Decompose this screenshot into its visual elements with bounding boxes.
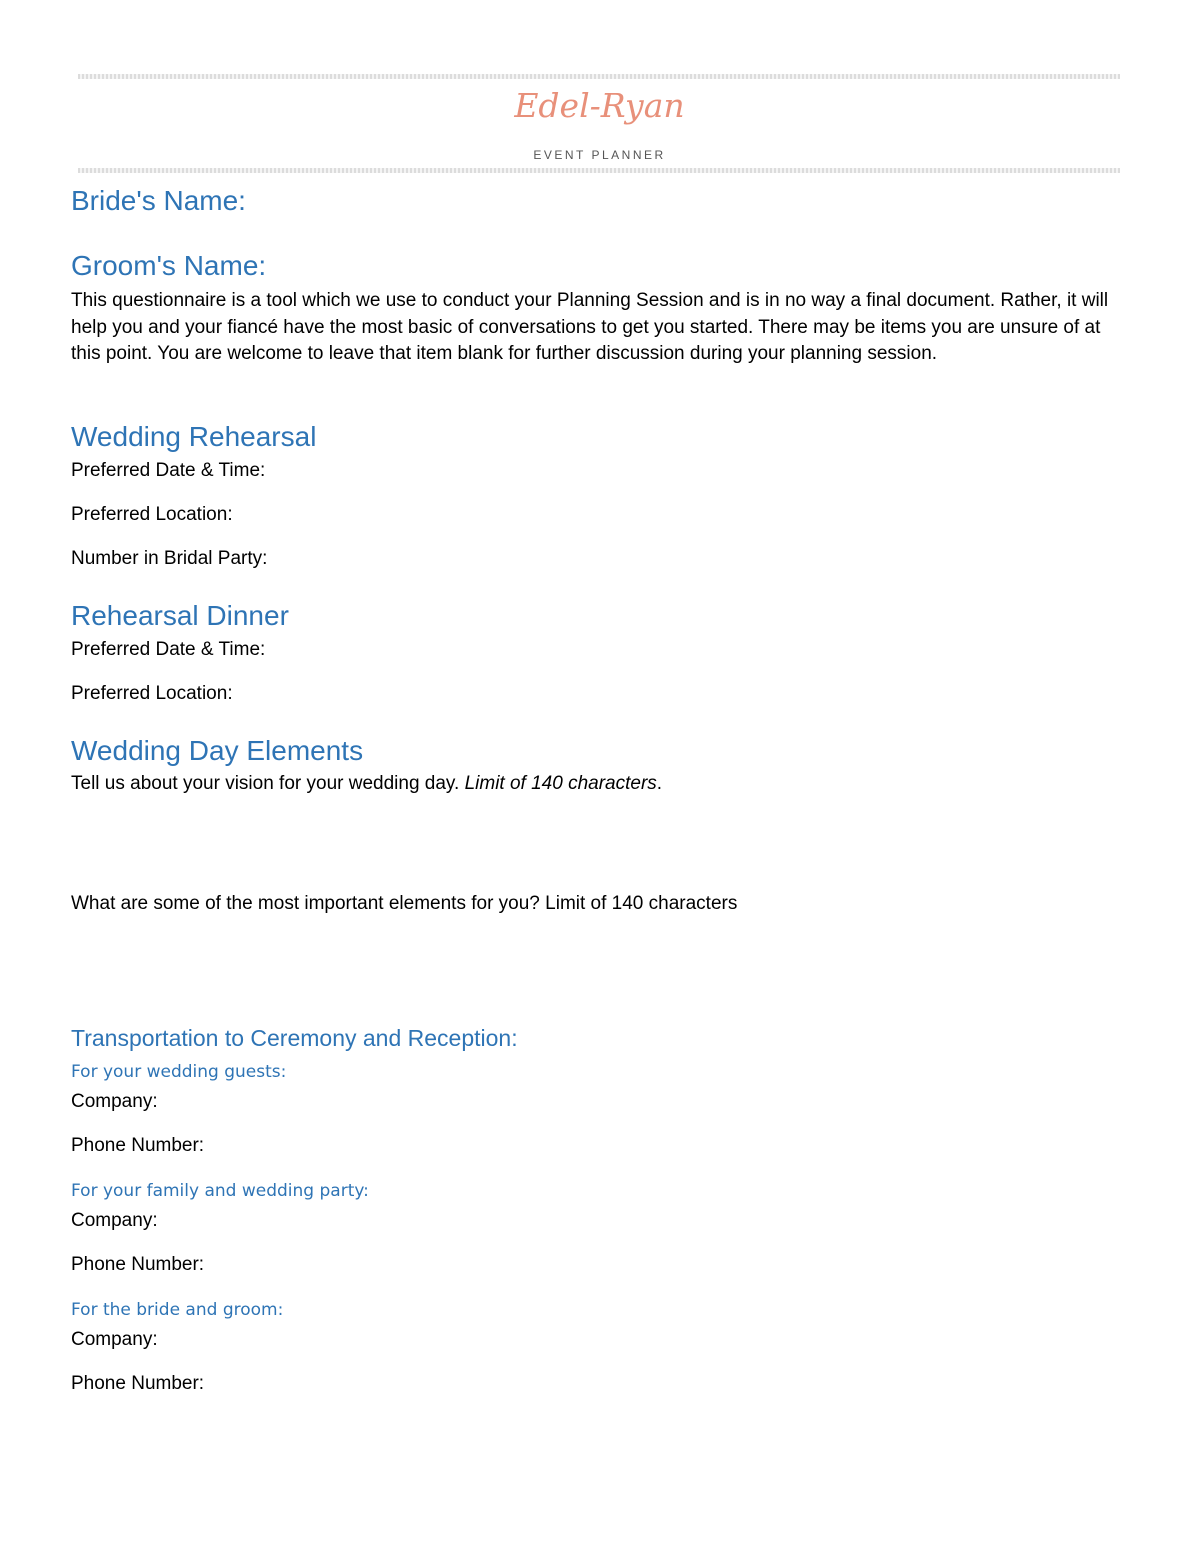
family-company-label: Company:	[71, 1210, 158, 1231]
wedding-rehearsal-heading: Wedding Rehearsal	[71, 421, 317, 452]
header-top-divider	[78, 74, 1120, 79]
vision-limit-note: Limit of 140 characters	[464, 773, 657, 794]
guests-company-label: Company:	[71, 1091, 158, 1112]
important-elements-prompt: What are some of the most important elements for you? Limit of 140 characters	[71, 893, 738, 914]
couple-phone-label: Phone Number:	[71, 1373, 205, 1394]
header-bottom-divider	[78, 168, 1120, 173]
brides-name-label: Bride's Name:	[71, 185, 246, 216]
vision-prompt-text: Tell us about your vision for your wedding day.	[71, 773, 460, 794]
family-transport-subheading: For your family and wedding party:	[71, 1181, 369, 1201]
dinner-location-label: Preferred Location:	[71, 683, 233, 704]
guests-phone-label: Phone Number:	[71, 1135, 205, 1156]
grooms-name-label: Groom's Name:	[71, 250, 267, 281]
dinner-date-time-label: Preferred Date & Time:	[71, 639, 266, 660]
company-tagline: EVENT PLANNER	[533, 148, 666, 162]
family-phone-label: Phone Number:	[71, 1254, 205, 1275]
couple-transport-subheading: For the bride and groom:	[71, 1300, 284, 1320]
transportation-heading: Transportation to Ceremony and Reception:	[71, 1025, 518, 1051]
wedding-day-elements-heading: Wedding Day Elements	[71, 735, 364, 766]
rehearsal-location-label: Preferred Location:	[71, 504, 233, 525]
bridal-party-count-label: Number in Bridal Party:	[71, 548, 268, 569]
intro-paragraph: This questionnaire is a tool which we use to conduct your Planning Session and is in no way a final document. Rather, it will help you and your fiancé have the most basic of conversations to get you started. There may be items you are unsure of at this point. You are welcome to leave that item blank for further discussion during your planning session.	[71, 290, 1109, 365]
vision-period: .	[656, 773, 663, 794]
company-logo: Edel-Ryan	[514, 86, 685, 125]
couple-company-label: Company:	[71, 1329, 158, 1350]
rehearsal-date-time-label: Preferred Date & Time:	[71, 460, 266, 481]
guests-transport-subheading: For your wedding guests:	[71, 1062, 287, 1082]
rehearsal-dinner-heading: Rehearsal Dinner	[71, 600, 289, 631]
vision-prompt	[71, 773, 662, 795]
